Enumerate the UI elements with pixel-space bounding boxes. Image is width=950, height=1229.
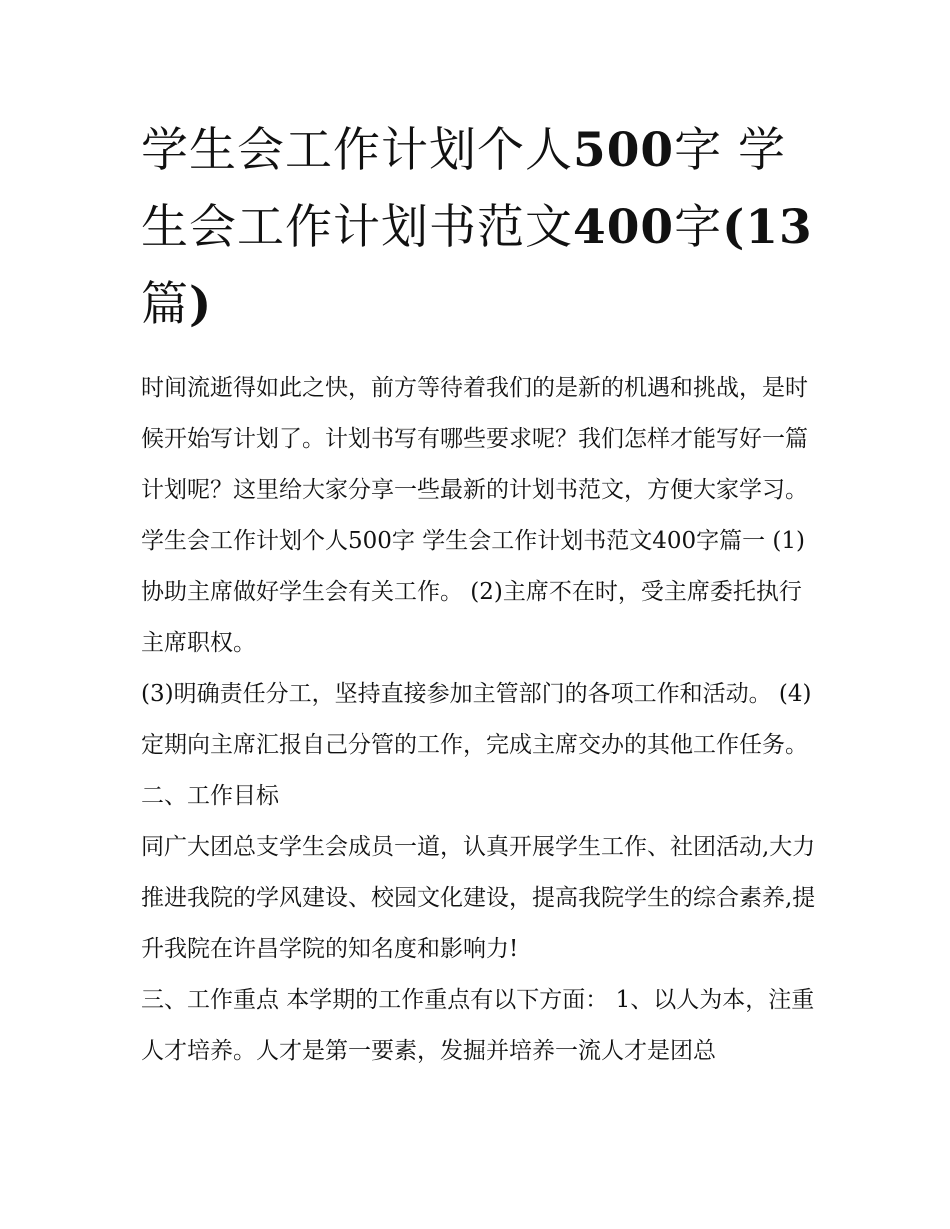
paragraph-focus: 三、工作重点 本学期的工作重点有以下方面： 1、以人为本，注重人才培养。人才是第一要素，发掘并培养一流人才是团总 — [141, 987, 815, 1064]
paragraph-duties: (3)明确责任分工，坚持直接参加主管部门的各项工作和活动。 (4)定期向主席汇报自己分管的工作，完成主席交办的其他工作任务。 二、工作目标 — [141, 681, 812, 809]
paragraph-section-one: 学生会工作计划个人500字 学生会工作计划书范文400字篇一 (1)协助主席做好学生会有关工作。 (2)主席不在时，受主席委托执行主席职权。 — [141, 528, 806, 656]
paragraph-intro: 时间流逝得如此之快，前方等待着我们的是新的机遇和挑战，是时候开始写计划了。计划书写有哪些要求呢？我们怎样才能写好一篇计划呢？这里给大家分享一些最新的计划书范文，方便大家学习。 — [141, 375, 808, 503]
paragraph-goals: 同广大团总支学生会成员一道，认真开展学生工作、社团活动,大力推进我院的学风建设、校园文化建设，提高我院学生的综合素养,提升我院在许昌学院的知名度和影响力! — [141, 834, 816, 962]
document-body — [141, 363, 816, 1077]
document-title: 学生会工作计划个人500字 学生会工作计划书范文400字(13篇) — [141, 123, 813, 332]
